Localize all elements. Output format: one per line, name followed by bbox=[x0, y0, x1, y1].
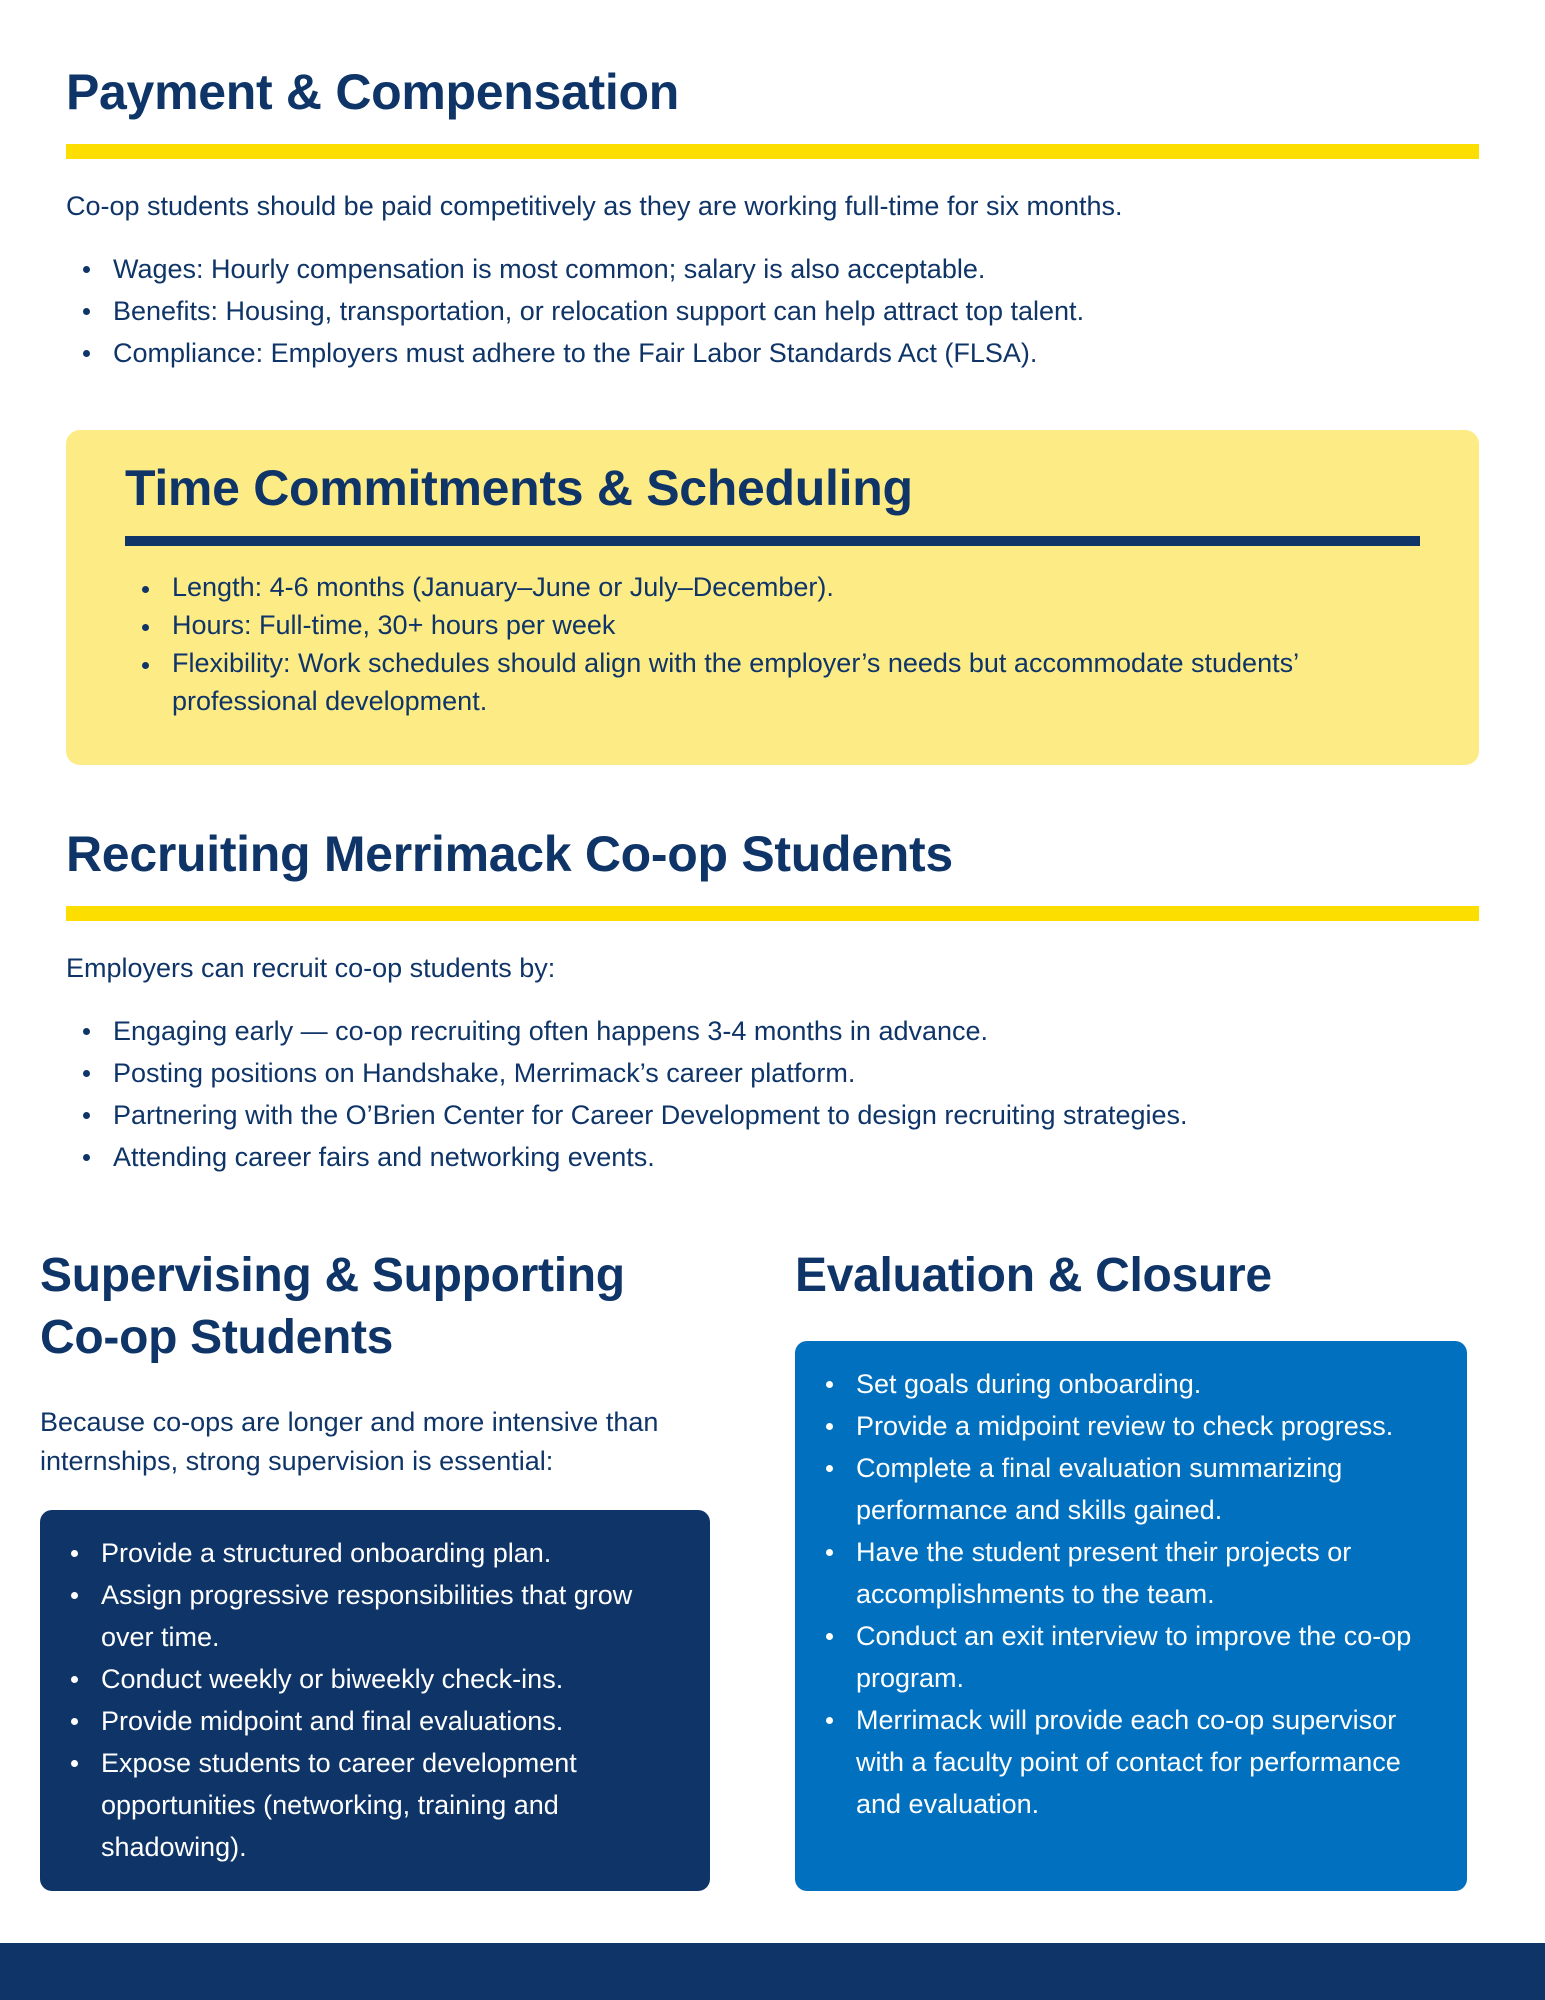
recruiting-intro: Employers can recruit co-op students by: bbox=[66, 952, 556, 983]
list-item: Provide a structured onboarding plan. bbox=[54, 1532, 680, 1574]
supervising-intro: Because co-ops are longer and more intensive than internships, strong supervision is essential: bbox=[40, 1407, 659, 1476]
list-item: Compliance: Employers must adhere to the Fair Labor Standards Act (FLSA). bbox=[66, 332, 1479, 374]
supervising-heading bbox=[40, 1245, 710, 1369]
payment-heading-rule bbox=[66, 144, 1479, 159]
supervising-heading-line2: Co-op Students bbox=[40, 1311, 394, 1364]
recruiting-section bbox=[66, 826, 1479, 1178]
footer-band bbox=[0, 1943, 1545, 2000]
list-item: Assign progressive responsibilities that grow over time. bbox=[54, 1574, 680, 1658]
list-item: Merrimack will provide each co-op supervisor with a faculty point of contact for performance and evaluation. bbox=[809, 1699, 1437, 1825]
list-item: Provide a midpoint review to check progress. bbox=[809, 1405, 1437, 1447]
list-item: Conduct weekly or biweekly check-ins. bbox=[54, 1658, 680, 1700]
list-item: Length: 4-6 months (January–June or July–December). bbox=[125, 568, 1420, 606]
list-item: Have the student present their projects or accomplishments to the team. bbox=[809, 1531, 1437, 1615]
evaluation-section bbox=[795, 1245, 1465, 1307]
recruiting-heading: Recruiting Merrimack Co-op Students bbox=[66, 826, 953, 882]
recruiting-heading-rule bbox=[66, 906, 1479, 921]
payment-intro: Co-op students should be paid competitively as they are working full-time for six months. bbox=[66, 190, 1123, 221]
payment-section bbox=[66, 64, 1479, 374]
evaluation-panel bbox=[795, 1341, 1467, 1891]
supervising-section bbox=[40, 1245, 710, 1481]
time-list bbox=[125, 568, 1420, 720]
list-item: Flexibility: Work schedules should align with the employer’s needs but accommodate students’ professional development. bbox=[125, 644, 1420, 720]
supervising-heading-line1: Supervising & Supporting bbox=[40, 1249, 625, 1302]
time-heading: Time Commitments & Scheduling bbox=[125, 460, 913, 516]
recruiting-list bbox=[66, 1010, 1479, 1178]
supervising-list bbox=[54, 1532, 680, 1868]
list-item: Engaging early — co-op recruiting often happens 3-4 months in advance. bbox=[66, 1010, 1479, 1052]
list-item: Attending career fairs and networking events. bbox=[66, 1136, 1479, 1178]
list-item: Hours: Full-time, 30+ hours per week bbox=[125, 606, 1420, 644]
evaluation-heading: Evaluation & Closure bbox=[795, 1249, 1272, 1302]
payment-list bbox=[66, 248, 1479, 374]
supervising-panel bbox=[40, 1510, 710, 1891]
list-item: Expose students to career development opportunities (networking, training and shadowing). bbox=[54, 1742, 680, 1868]
list-item: Benefits: Housing, transportation, or relocation support can help attract top talent. bbox=[66, 290, 1479, 332]
evaluation-list bbox=[809, 1363, 1437, 1825]
list-item: Wages: Hourly compensation is most common; salary is also acceptable. bbox=[66, 248, 1479, 290]
list-item: Set goals during onboarding. bbox=[809, 1363, 1437, 1405]
list-item: Posting positions on Handshake, Merrimack’s career platform. bbox=[66, 1052, 1479, 1094]
time-heading-rule bbox=[125, 536, 1420, 546]
list-item: Complete a final evaluation summarizing performance and skills gained. bbox=[809, 1447, 1437, 1531]
list-item: Conduct an exit interview to improve the co-op program. bbox=[809, 1615, 1437, 1699]
list-item: Provide midpoint and final evaluations. bbox=[54, 1700, 680, 1742]
list-item: Partnering with the O’Brien Center for Career Development to design recruiting strategies. bbox=[66, 1094, 1479, 1136]
time-commitments-panel bbox=[66, 430, 1479, 765]
payment-heading: Payment & Compensation bbox=[66, 64, 679, 120]
